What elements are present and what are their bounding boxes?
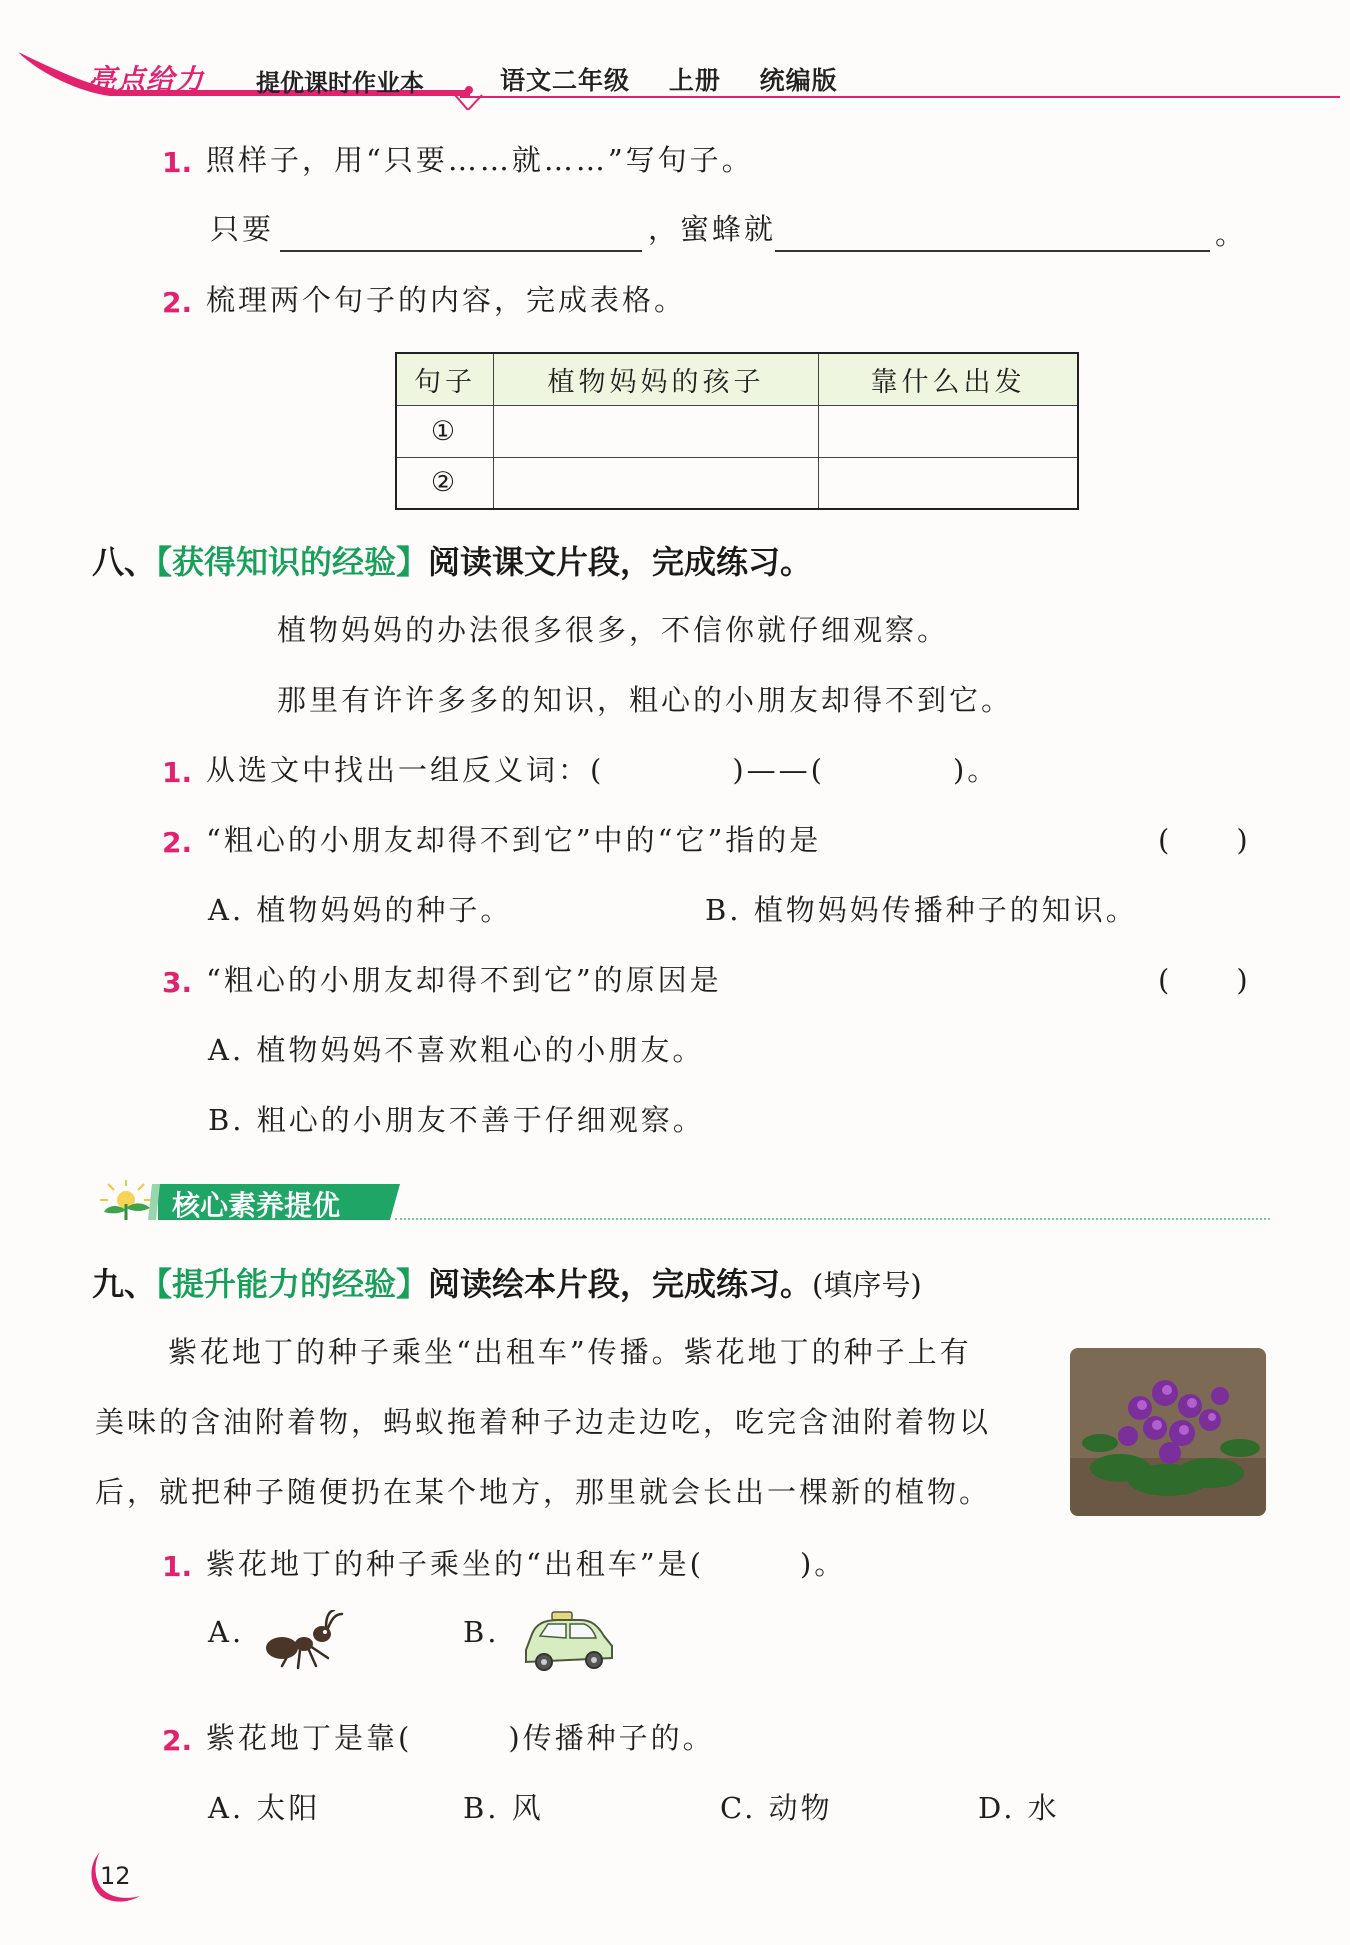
s9-q2-option-b[interactable]: B. 风 (463, 1791, 544, 1825)
answer-cell[interactable] (494, 405, 819, 457)
row-marker: ① (396, 405, 494, 457)
section-9-prefix: 九、 (92, 1265, 157, 1303)
s8-q3-option-a[interactable]: A. 植物妈妈不喜欢粗心的小朋友。 (208, 1033, 705, 1067)
book-info: 语文二年级 上册 统编版 (500, 66, 838, 95)
passage-line: 紫花地丁的种子乘坐“出租车”传播。紫花地丁的种子上有 (168, 1335, 972, 1369)
passage-line: 美味的含油附着物，蚂蚁拖着种子边走边吃，吃完含油附着物以 (95, 1405, 992, 1439)
q1-line-end: 。 (1215, 217, 1248, 251)
s8-q2-number: 2. (162, 826, 193, 859)
s8-q1-text: 从选文中找出一组反义词：( )——( )。 (206, 753, 1000, 787)
table-header: 句子 (396, 353, 494, 405)
section-9-title: 阅读绘本片段，完成练习。 (428, 1265, 813, 1303)
answer-line-2[interactable] (775, 250, 1210, 252)
passage-line: 后，就把种子随便扔在某个地方，那里就会长出一棵新的植物。 (95, 1475, 992, 1509)
s9-q2-option-c[interactable]: C. 动物 (720, 1791, 833, 1825)
passage-line: 那里有许许多多的知识，粗心的小朋友却得不到它。 (277, 683, 1014, 717)
page-number: 12 (100, 1862, 131, 1890)
s8-q3-answer-paren[interactable]: ( ) (1158, 963, 1251, 997)
s8-q3-text: “粗心的小朋友却得不到它”的原因是 (206, 963, 722, 997)
s9-q1-option-b-label[interactable]: B. (463, 1615, 500, 1649)
series-title: 提优课时作业本 (256, 69, 424, 97)
s8-q1-number: 1. (162, 756, 193, 789)
q1-line-prefix: 只要 (210, 212, 275, 246)
q2-number: 2. (162, 286, 193, 319)
passage-line: 植物妈妈的办法很多很多，不信你就仔细观察。 (277, 613, 950, 647)
section-8-prefix: 八、 (92, 543, 157, 581)
q1-text: 照样子，用“只要……就……”写句子。 (206, 143, 754, 177)
q2-text: 梳理两个句子的内容，完成表格。 (206, 283, 687, 317)
section-divider (395, 1218, 1270, 1220)
answer-cell[interactable] (819, 457, 1079, 509)
fill-in-table (395, 352, 1079, 510)
section-9-heading (92, 1265, 922, 1303)
row-marker: ② (396, 457, 494, 509)
brand-logo-text: 亮点给力 (88, 63, 205, 96)
section-8-title: 阅读课文片段，完成练习。 (428, 543, 813, 581)
s8-q2-answer-paren[interactable]: ( ) (1158, 823, 1251, 857)
s9-q1-option-a-label[interactable]: A. (208, 1615, 245, 1649)
table-header: 靠什么出发 (819, 353, 1079, 405)
answer-cell[interactable] (494, 457, 819, 509)
section-8-heading (92, 543, 813, 581)
s9-q2-option-a[interactable]: A. 太阳 (208, 1791, 321, 1825)
section-9-tag: 【提升能力的经验】 (156, 1265, 429, 1303)
q1-line-middle: ，蜜蜂就 (648, 212, 777, 246)
s8-q3-number: 3. (162, 966, 193, 999)
s9-q1-text: 紫花地丁的种子乘坐的“出租车”是( )。 (206, 1547, 847, 1581)
core-badge-label: 核心素养提优 (172, 1189, 341, 1222)
s9-q1-number: 1. (162, 1550, 193, 1583)
ant-icon[interactable] (262, 1610, 346, 1672)
table-row (396, 405, 1078, 457)
s8-q2-option-a[interactable]: A. 植物妈妈的种子。 (208, 893, 513, 927)
s9-q2-option-d[interactable]: D. 水 (978, 1791, 1060, 1825)
table-header: 植物妈妈的孩子 (494, 353, 819, 405)
q1-number: 1. (162, 146, 193, 179)
s9-q2-text: 紫花地丁是靠( )传播种子的。 (206, 1721, 715, 1755)
violet-flower-photo (1070, 1348, 1266, 1516)
section-9-note: (填序号) (812, 1268, 922, 1302)
table-row (396, 457, 1078, 509)
taxi-icon[interactable] (518, 1610, 618, 1674)
s8-q2-option-b[interactable]: B. 植物妈妈传播种子的知识。 (705, 893, 1138, 927)
s8-q2-text: “粗心的小朋友却得不到它”中的“它”指的是 (206, 823, 822, 857)
s8-q3-option-b[interactable]: B. 粗心的小朋友不善于仔细观察。 (208, 1103, 705, 1137)
s9-q2-number: 2. (162, 1724, 193, 1757)
answer-line-1[interactable] (280, 250, 642, 252)
answer-cell[interactable] (819, 405, 1079, 457)
section-8-tag: 【获得知识的经验】 (156, 543, 429, 581)
